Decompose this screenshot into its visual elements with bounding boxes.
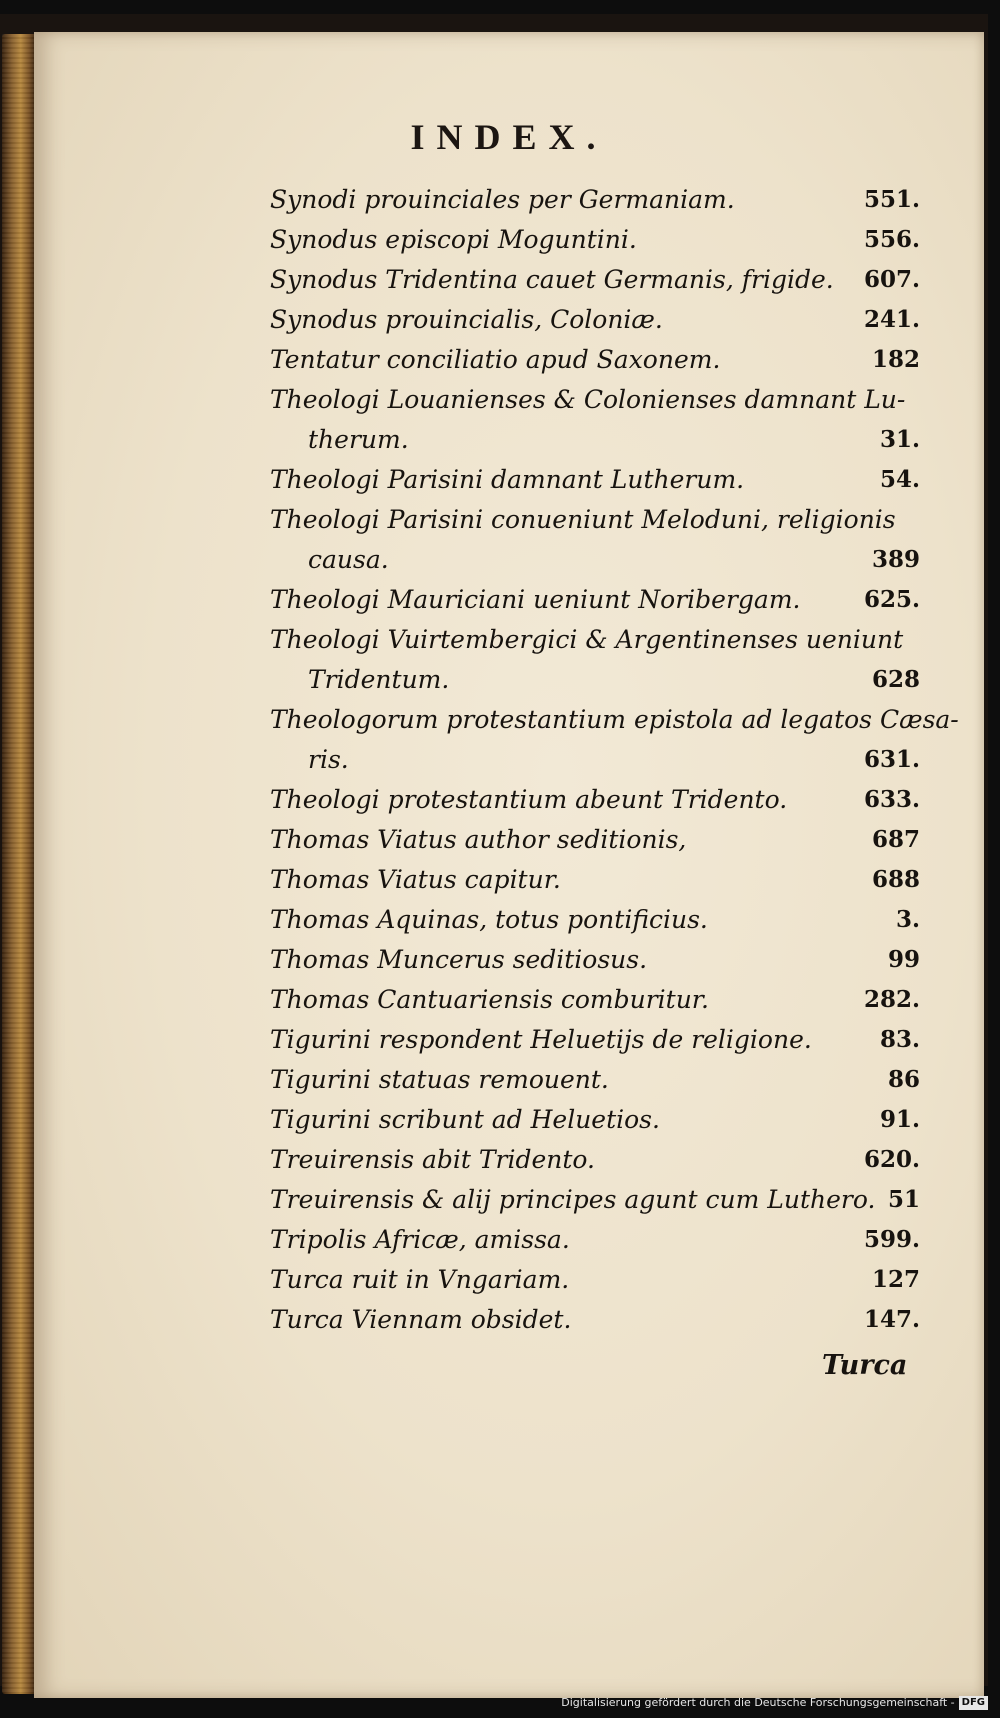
entry-line bbox=[270, 780, 920, 820]
entry-page-number: 31. bbox=[879, 426, 920, 453]
entry-line bbox=[270, 900, 920, 940]
entry-text: Treuirensis & alij principes agunt cum Luthero. bbox=[270, 1185, 876, 1214]
entry-line bbox=[270, 220, 920, 260]
entry-line bbox=[270, 1220, 920, 1260]
book-scan bbox=[0, 14, 988, 1686]
entry-continuation-line bbox=[270, 420, 920, 460]
index-entry bbox=[270, 1220, 920, 1260]
entry-line bbox=[270, 620, 920, 660]
entry-page-number: 625. bbox=[863, 586, 920, 613]
entry-line bbox=[270, 860, 920, 900]
entry-line bbox=[270, 580, 920, 620]
entry-page-number: 182 bbox=[871, 346, 920, 373]
entry-page-number: 389 bbox=[871, 546, 920, 573]
entry-page-number: 688 bbox=[871, 866, 920, 893]
entry-line bbox=[270, 980, 920, 1020]
index-page bbox=[34, 32, 984, 1698]
entry-text: Tigurini statuas remouent. bbox=[270, 1065, 609, 1094]
entry-continuation-line bbox=[270, 540, 920, 580]
index-entry bbox=[270, 180, 920, 220]
index-entry bbox=[270, 500, 920, 580]
book-fore-edge bbox=[2, 34, 36, 1694]
entry-page-number: 556. bbox=[863, 226, 920, 253]
entry-page-number: 620. bbox=[863, 1146, 920, 1173]
catchword: Turca bbox=[822, 1350, 908, 1381]
entry-line bbox=[270, 1060, 920, 1100]
entry-line bbox=[270, 1020, 920, 1060]
index-entry bbox=[270, 340, 920, 380]
entry-continuation-line bbox=[270, 740, 920, 780]
entry-text: Turca ruit in Vngariam. bbox=[270, 1265, 570, 1294]
page-header: INDEX. bbox=[410, 117, 608, 157]
entry-line bbox=[270, 820, 920, 860]
entry-text: Theologorum protestantium epistola ad legatos Cæsa- bbox=[270, 705, 959, 734]
index-entry bbox=[270, 1100, 920, 1140]
index-entry bbox=[270, 620, 920, 700]
entry-page-number: 241. bbox=[863, 306, 920, 333]
entry-line bbox=[270, 260, 920, 300]
entry-page-number: 687 bbox=[871, 826, 920, 853]
entry-text: Thomas Muncerus seditiosus. bbox=[270, 945, 648, 974]
entry-text: Synodi prouinciales per Germaniam. bbox=[270, 185, 735, 214]
entry-text: Theologi Louanienses & Colonienses damnant Lu- bbox=[270, 385, 906, 414]
entry-page-number: 86 bbox=[887, 1066, 920, 1093]
entry-text: Thomas Viatus capitur. bbox=[270, 865, 561, 894]
index-entry bbox=[270, 700, 959, 780]
entry-page-number: 83. bbox=[879, 1026, 920, 1053]
entry-text: Turca Viennam obsidet. bbox=[270, 1305, 572, 1334]
entry-text: Tigurini scribunt ad Heluetios. bbox=[270, 1105, 660, 1134]
index-entry bbox=[270, 220, 920, 260]
entry-line bbox=[270, 300, 920, 340]
entry-continuation-line bbox=[270, 660, 920, 700]
entry-page-number: 282. bbox=[863, 986, 920, 1013]
entry-text: ris. bbox=[308, 745, 349, 774]
entry-line bbox=[270, 340, 920, 380]
entry-line bbox=[270, 1300, 920, 1340]
index-entry-list bbox=[270, 180, 959, 1340]
entry-text: Tripolis Africæ, amissa. bbox=[270, 1225, 570, 1254]
entry-text: Theologi Parisini conueniunt Meloduni, religionis bbox=[270, 505, 896, 534]
entry-line bbox=[270, 380, 920, 420]
index-entry bbox=[270, 300, 920, 340]
index-entry bbox=[270, 900, 920, 940]
entry-text: Synodus Tridentina cauet Germanis, frigide. bbox=[270, 265, 834, 294]
entry-page-number: 51 bbox=[887, 1186, 920, 1213]
entry-text: therum. bbox=[308, 425, 409, 454]
entry-line bbox=[270, 500, 920, 540]
entry-page-number: 147. bbox=[863, 1306, 920, 1333]
entry-text: Thomas Viatus author seditionis, bbox=[270, 825, 687, 854]
entry-page-number: 551. bbox=[863, 186, 920, 213]
index-entry bbox=[270, 940, 920, 980]
index-entry bbox=[270, 1140, 920, 1180]
entry-page-number: 127 bbox=[871, 1266, 920, 1293]
entry-page-number: 3. bbox=[895, 906, 920, 933]
digitization-footer bbox=[561, 1692, 988, 1714]
footer-credit-text: Digitalisierung gefördert durch die Deutsche Forschungsgemeinschaft - bbox=[561, 1696, 955, 1709]
index-entry bbox=[270, 580, 920, 620]
entry-page-number: 631. bbox=[863, 746, 920, 773]
entry-page-number: 54. bbox=[879, 466, 920, 493]
entry-line bbox=[270, 940, 920, 980]
entry-page-number: 628 bbox=[871, 666, 920, 693]
index-entry bbox=[270, 260, 920, 300]
entry-line bbox=[270, 180, 920, 220]
index-entry bbox=[270, 820, 920, 860]
entry-text: Theologi Parisini damnant Lutherum. bbox=[270, 465, 745, 494]
entry-text: Synodus episcopi Moguntini. bbox=[270, 225, 637, 254]
index-entry bbox=[270, 780, 920, 820]
entry-page-number: 607. bbox=[863, 266, 920, 293]
entry-line bbox=[270, 1100, 920, 1140]
entry-page-number: 633. bbox=[863, 786, 920, 813]
entry-text: Treuirensis abit Tridento. bbox=[270, 1145, 595, 1174]
entry-page-number: 599. bbox=[863, 1226, 920, 1253]
entry-text: Tridentum. bbox=[308, 665, 450, 694]
index-entry bbox=[270, 380, 920, 460]
entry-page-number: 99 bbox=[887, 946, 920, 973]
entry-line bbox=[270, 1260, 920, 1300]
entry-text: Tentatur conciliatio apud Saxonem. bbox=[270, 345, 721, 374]
index-entry bbox=[270, 460, 920, 500]
index-entry bbox=[270, 1060, 920, 1100]
index-entry bbox=[270, 860, 920, 900]
entry-text: Thomas Cantuariensis comburitur. bbox=[270, 985, 709, 1014]
entry-text: causa. bbox=[308, 545, 389, 574]
entry-page-number: 91. bbox=[879, 1106, 920, 1133]
entry-line bbox=[270, 1180, 920, 1220]
index-entry bbox=[270, 1020, 920, 1060]
entry-text: Theologi Vuirtembergici & Argentinenses ueniunt bbox=[270, 625, 904, 654]
entry-text: Tigurini respondent Heluetijs de religione. bbox=[270, 1025, 812, 1054]
entry-line bbox=[270, 1140, 920, 1180]
entry-text: Theologi protestantium abeunt Tridento. bbox=[270, 785, 788, 814]
entry-line bbox=[270, 700, 959, 740]
index-entry bbox=[270, 980, 920, 1020]
dfg-logo-icon: DFG bbox=[959, 1696, 988, 1710]
entry-text: Synodus prouincialis, Coloniæ. bbox=[270, 305, 663, 334]
index-entry bbox=[270, 1260, 920, 1300]
entry-text: Thomas Aquinas, totus pontificius. bbox=[270, 905, 708, 934]
index-entry bbox=[270, 1300, 920, 1340]
index-entry bbox=[270, 1180, 920, 1220]
entry-text: Theologi Mauriciani ueniunt Noribergam. bbox=[270, 585, 801, 614]
entry-line bbox=[270, 460, 920, 500]
